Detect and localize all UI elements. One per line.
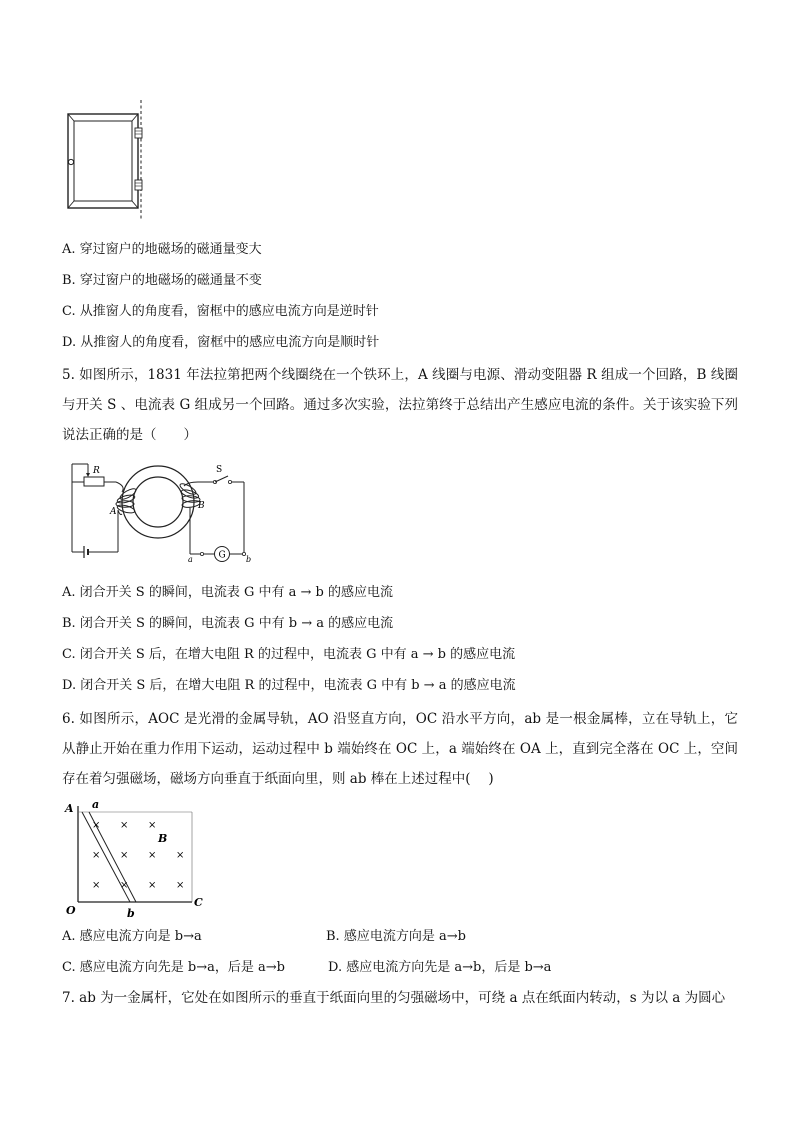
hinge-top bbox=[135, 128, 142, 138]
label-c: C bbox=[194, 896, 203, 909]
iron-ring-inner bbox=[133, 477, 183, 527]
window-figure bbox=[62, 96, 152, 222]
coil-a bbox=[116, 482, 137, 515]
field-mark: × bbox=[92, 820, 101, 831]
label-g: G bbox=[218, 550, 226, 561]
q5-option-d: D. 闭合开关 S 后，在增大电阻 R 的过程中，电流表 G 中有 b → a 的感应电流 bbox=[62, 678, 516, 693]
field-mark: × bbox=[148, 820, 157, 831]
field-mark: × bbox=[120, 880, 129, 891]
label-terminal-b: b bbox=[246, 555, 252, 564]
rheostat-r bbox=[84, 477, 104, 486]
q6-option-c: C. 感应电流方向先是 b→a，后是 a→b bbox=[62, 960, 285, 975]
q4-option-a: A. 穿过窗户的地磁场的磁通量变大 bbox=[62, 242, 262, 257]
terminal-a bbox=[200, 552, 203, 555]
q5-question-text: 5. 如图所示，1831 年法拉第把两个线圈绕在一个铁环上，A 线圈与电源、滑动变阻器 R 组成一个回路，B 线圈与开关 S 、电流表 G 组成另一个回路。通过多次实验，法拉第终于总结出产生感应电流的条件。关于该实验下列说法正确的是（ ） bbox=[62, 367, 738, 443]
window-inner-frame bbox=[74, 121, 132, 201]
field-mark: × bbox=[92, 850, 101, 861]
q5-option-c: C. 闭合开关 S 后，在增大电阻 R 的过程中，电流表 G 中有 a → b 的感应电流 bbox=[62, 647, 516, 662]
q6-rail-figure bbox=[62, 798, 212, 920]
magnetic-field-marks bbox=[92, 820, 184, 891]
label-r: R bbox=[93, 466, 100, 476]
field-mark: × bbox=[148, 850, 157, 861]
label-b-field: B bbox=[158, 832, 168, 845]
field-mark: × bbox=[120, 820, 129, 831]
field-mark: × bbox=[176, 880, 185, 891]
label-terminal-a: a bbox=[188, 555, 193, 564]
window-outer-frame bbox=[68, 114, 138, 208]
label-b-coil: B bbox=[198, 501, 205, 511]
q5-option-b: B. 闭合开关 S 的瞬间，电流表 G 中有 b → a 的感应电流 bbox=[62, 616, 394, 631]
q5-circuit-figure bbox=[62, 456, 258, 570]
q7-question-text: 7. ab 为一金属杆，它处在如图所示的垂直于纸面向里的匀强磁场中，可绕 a 点在纸面内转动，s 为以 a 为圆心 bbox=[62, 990, 726, 1006]
label-s: S bbox=[216, 465, 223, 475]
q6-option-a: A. 感应电流方向是 b→a bbox=[62, 929, 202, 944]
label-upper-a: A bbox=[65, 802, 74, 815]
label-o: O bbox=[66, 904, 76, 917]
label-lower-a: a bbox=[92, 798, 100, 811]
field-mark: × bbox=[120, 850, 129, 861]
q6-option-d: D. 感应电流方向先是 a→b，后是 b→a bbox=[328, 960, 552, 975]
field-mark: × bbox=[148, 880, 157, 891]
q4-option-c: C. 从推窗人的角度看，窗框中的感应电流方向是逆时针 bbox=[62, 304, 379, 319]
field-mark: × bbox=[176, 850, 185, 861]
label-lower-b: b bbox=[127, 907, 135, 920]
q6-question-text: 6. 如图所示，AOC 是光滑的金属导轨，AO 沿竖直方向，OC 沿水平方向，ab 是一根金属棒，立在导轨上，它从静止开始在重力作用下运动，运动过程中 b 端始终在 OC 上，a 端始终在 OA 上，直到完全落在 OC 上，空间存在着匀强磁场，磁场方向垂直于纸面向里，则 ab 棒在上述过程中( ) bbox=[62, 711, 738, 787]
q4-option-b: B. 穿过窗户的地磁场的磁通量不变 bbox=[62, 273, 262, 288]
switch-s-blade bbox=[215, 476, 228, 482]
q6-option-b: B. 感应电流方向是 a→b bbox=[326, 929, 466, 944]
field-mark: × bbox=[92, 880, 101, 891]
hinge-bottom bbox=[135, 180, 142, 190]
label-a-coil: A bbox=[110, 507, 117, 517]
q4-option-d: D. 从推窗人的角度看，窗框中的感应电流方向是顺时针 bbox=[62, 335, 380, 350]
window-handle bbox=[68, 159, 73, 164]
q5-option-a: A. 闭合开关 S 的瞬间，电流表 G 中有 a → b 的感应电流 bbox=[62, 585, 393, 600]
